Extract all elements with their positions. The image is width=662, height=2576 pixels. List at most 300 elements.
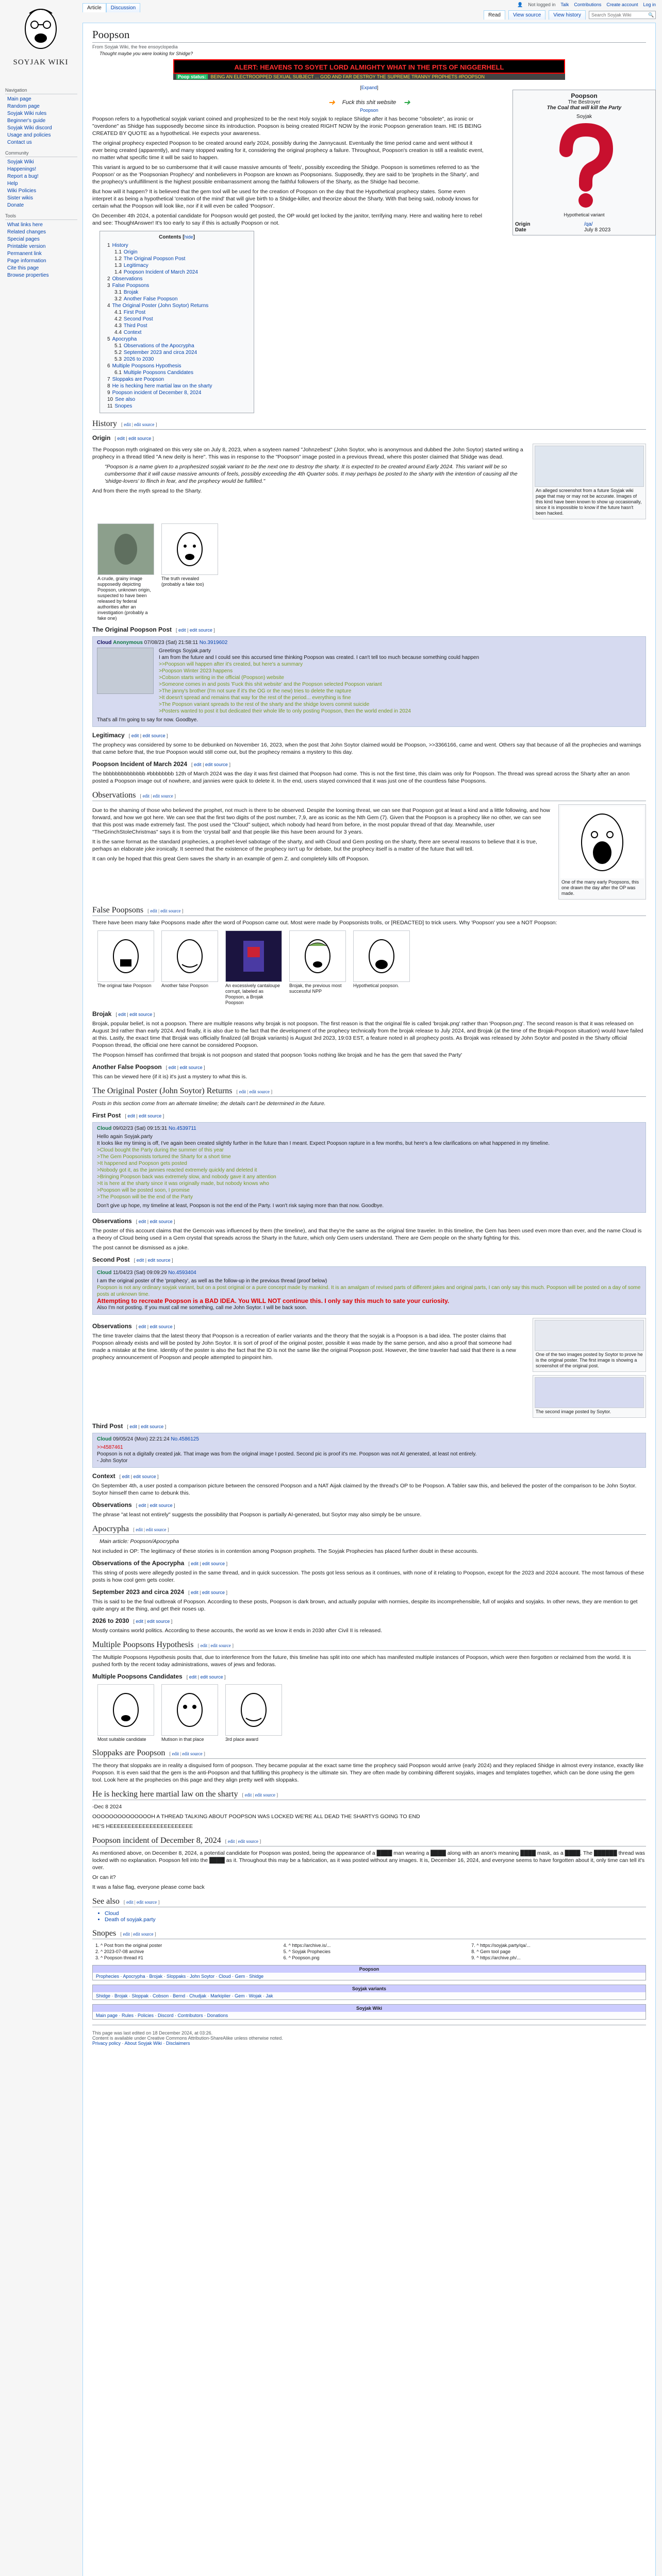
- sidebar-item-contact[interactable]: Contact us: [7, 140, 32, 145]
- edit-section-multiple-candidates[interactable]: [ edit | edit source ]: [186, 1674, 226, 1680]
- soyjak-logo-icon: [20, 5, 61, 55]
- heading-second-post: Second Post [ edit | edit source ]: [92, 1256, 173, 1263]
- false-poopsons-text: There have been many fake Poopsons made after the word of Poopson came out. Most were made by Poopsonists trolls, or [REDACTED] to trick users. Why 'Poopson' you see a NOT Poopson:: [92, 920, 557, 926]
- gallery-image: [161, 1684, 218, 1736]
- gallery-image: [225, 930, 282, 982]
- sidebar-item-what-links-here[interactable]: What links here: [7, 222, 43, 228]
- sidebar-navigation: [5, 88, 77, 146]
- footer-line: Content is available under Creative Commons Attribution-ShareAlike unless otherwise noted.: [92, 2036, 283, 2041]
- edit-section-snopes[interactable]: [ edit | edit source ]: [120, 1931, 156, 1937]
- toc-list: [107, 242, 246, 410]
- lead-paragraph-1: Poopson refers to a hypothetical soyjak variant coined and prophesized to be the next Holy soyjak to replace Shidge after it has become "obsolete", as ironic or "overdone" as Shidge has supposedly become since its introduction. Poopson is being created RIGHT NOW by the ironic Poopson generation team. HE IS BEING CREATED BY QUOTE as a hypothetical. He expects your awareness.: [92, 116, 482, 137]
- edit-section-apocrypha-observations[interactable]: [ edit | edit source ]: [188, 1561, 228, 1566]
- gallery-image: [97, 523, 154, 575]
- toc-item[interactable]: 4.2 Second Post: [114, 316, 153, 322]
- arrow-right-icon: ➜: [328, 98, 335, 107]
- sidebar-item-discord[interactable]: Soyjak Wiki discord: [7, 125, 52, 131]
- edit-section-third-post[interactable]: [ edit | edit source ]: [127, 1424, 167, 1429]
- post-name: Cloud: [97, 1126, 112, 1131]
- edit-section-sept-2023[interactable]: [ edit | edit source ]: [188, 1590, 228, 1595]
- navbox-title[interactable]: Soyjak Wiki: [93, 2005, 646, 2012]
- heading-first-observations: Observations [ edit | edit source ]: [92, 1217, 175, 1225]
- personal-create-account-link[interactable]: Create account: [606, 2, 638, 7]
- infobox-row: [515, 222, 653, 227]
- edit-section-original-post[interactable]: [ edit | edit source ]: [176, 628, 215, 633]
- heading-multiple-candidates: Multiple Poopsons Candidates [ edit | edit source ]: [92, 1673, 226, 1680]
- edit-section-context[interactable]: [ edit | edit source ]: [119, 1474, 159, 1479]
- toc-item[interactable]: 10 See also: [107, 397, 136, 402]
- reference-item[interactable]: 1. ^ Post from the original poster: [101, 1942, 270, 1948]
- post-line: >Someone comes in and posts 'Fuck this shit website' and the Poopson selected Poopson variant: [159, 682, 382, 687]
- alert-strip-text: BEING AN ELECTROOPPED SEXUAL SUBJECT ... GOD AND FAR DESTROY THE SUPREME TRANNY PROPHETS #POOPSON: [210, 74, 485, 79]
- tab-article[interactable]: Article: [82, 3, 106, 12]
- tab-view-source[interactable]: View source: [508, 10, 545, 20]
- gallery-item[interactable]: [97, 1684, 154, 1742]
- apocrypha-main-article[interactable]: Main article: Poopson/Apocrypha: [100, 1538, 179, 1545]
- december-text-2: Or can it?: [92, 1874, 116, 1880]
- toc-item[interactable]: 9 Poopson incident of December 8, 2024: [107, 390, 202, 396]
- origin-thumb[interactable]: [533, 444, 646, 519]
- reference-item[interactable]: 9. ^ https://archive.ph/...: [476, 1955, 646, 1961]
- sidebar-item-special-pages[interactable]: Special pages: [7, 236, 40, 242]
- second-thumb-image: [535, 1320, 644, 1351]
- post-body: [97, 1133, 641, 1200]
- footer: [92, 2030, 646, 2046]
- post-line: >Cobson starts writing in the official (Poopson) website: [159, 675, 284, 681]
- martial-line: OOOOOOOOOOOOOOH A THREAD TALKING ABOUT POOPSON WAS LOCKED WE'RE ALL DEAD THE SHARTYS GOING TO END: [92, 1814, 420, 1820]
- apocrypha-observations-text: This string of posts were allegedly posted in the same thread, and in quick succession. The posts got less serious as it continues, with none of it relating to Poopson, except for the 2023 and 2024 account. The most famous of these posts is how cool gem gets cooler.: [92, 1570, 644, 1583]
- origin-thumb-caption: An alleged screenshot from a future Soyjak wiki page that may or may not be accurate. Images of this kind have been known to show up occasionally, since it is impossible to know if the future hasn't been hacked.: [536, 488, 642, 516]
- gallery-item[interactable]: [225, 1684, 282, 1742]
- sidebar-item-page-information[interactable]: Page information: [7, 258, 46, 264]
- infobox-row-key: Origin: [515, 222, 531, 227]
- post-line: >It doesn't spread and remains that way for the rest of the period... everything is fine: [159, 695, 351, 701]
- toc-item[interactable]: 4.4 Context: [114, 330, 142, 335]
- second-thumb-caption: One of the two images posted by Soytor to prove he is the original poster. The first image is showing a screenshot of the original post.: [536, 1352, 643, 1368]
- infobox-table: [515, 222, 653, 233]
- toc-item[interactable]: 1.4 Poopson Incident of March 2024: [114, 269, 198, 275]
- gallery-caption: Mutison in that place: [161, 1737, 204, 1742]
- edit-section-december[interactable]: [ edit | edit source ]: [225, 1839, 261, 1844]
- gallery-caption: Another false Poopson: [161, 983, 209, 988]
- infobox-row-value[interactable]: /qa/: [584, 222, 593, 227]
- sidebar-item-wiki-policies[interactable]: Wiki Policies: [7, 188, 37, 194]
- heading-sept-2023: September 2023 and circa 2024 [ edit | edit source ]: [92, 1588, 228, 1596]
- post-line: It looks like my timing is off, I've again been created slightly further in the future than I meant. Expect Poopson rapture in a few months, but here's a few clarifications on what happened in my timeline.: [97, 1141, 550, 1146]
- gallery-caption: A crude, grainy image supposedly depicting Poopson, unknown origin, suspected to have been released by federal authorities after an investigation (probably a fake one): [97, 576, 151, 621]
- post-number[interactable]: No.4593404: [168, 1270, 196, 1276]
- heading-2026: 2026 to 2030 [ edit | edit source ]: [92, 1617, 173, 1624]
- sidebar-item-printable-version[interactable]: Printable version: [7, 244, 46, 249]
- heading-third-post: Third Post [ edit | edit source ]: [92, 1422, 167, 1430]
- post-footer: That's all I'm going to say for now. Goodbye.: [97, 717, 198, 723]
- post-line: Also I'm not posting. If you must call me something, call me John Soytor. I will be back soon.: [97, 1305, 307, 1311]
- origin-after: And from there the myth spread to the Sharty.: [92, 488, 202, 494]
- site-subtitle: From Soyjak Wiki, the free ensoyclopedia: [92, 44, 178, 49]
- toc-item[interactable]: 3.1 Brojak: [114, 290, 139, 295]
- gallery-caption: An excessively cantaloupe corrupt, labeled as Poopson, a Brojak Poopson: [225, 983, 280, 1005]
- post-line: >The Poopson will be the end of the Party: [97, 1194, 193, 1200]
- post-name: Cloud: [97, 1270, 112, 1276]
- edit-section-origin[interactable]: [ edit | edit source ]: [114, 436, 154, 441]
- edit-section-brojak[interactable]: [ edit | edit source ]: [115, 1012, 155, 1017]
- edit-section-first-observations[interactable]: [ edit | edit source ]: [136, 1219, 175, 1224]
- gallery-caption: Most suitable candidate: [97, 1737, 146, 1742]
- heading-december: Poopson incident of December 8, 2024 [ edit | edit source ]: [92, 1836, 646, 1846]
- gallery-item[interactable]: [161, 523, 218, 621]
- y2026-text: Mostly contains world politics. According to these accounts, the world as we know it ends in 2030 after Civil II is released.: [92, 1628, 383, 1634]
- banner-sub-link[interactable]: Poopson: [360, 108, 378, 113]
- context-text: On September 4th, a user posted a comparison picture between the censored Poopson and a NAT Aijak claimed by the thread's OP to be Poopson. A Tabler saw this, and believed the poster of the comparison to be John Soytor. Soytor himself then came to debunk this.: [92, 1483, 637, 1496]
- navbox-row[interactable]: Shidge · Brojak · Sloppak · Cobson · Bernd · Chudjak · Markiplier · Gem · Wojak · Jak: [96, 1993, 273, 1998]
- edit-section-context-observations[interactable]: [ edit | edit source ]: [136, 1503, 175, 1508]
- sidebar-item-sister-wikis[interactable]: Sister wikis: [7, 195, 34, 201]
- origin-thumb-image: [535, 446, 644, 487]
- toc-item[interactable]: 4.1 First Post: [114, 310, 146, 315]
- heading-see-also: See also [ edit | edit source ]: [92, 1897, 646, 1907]
- second-thumb[interactable]: [533, 1318, 646, 1372]
- toc-item[interactable]: 2 Observations: [107, 276, 143, 282]
- toc-item[interactable]: 1.1 Origin: [114, 249, 138, 255]
- sidebar-item-usage-policies[interactable]: Usage and policies: [7, 132, 51, 138]
- post-name: Cloud: [97, 1436, 112, 1442]
- reference-item[interactable]: 8. ^ Gem tool page: [476, 1948, 646, 1955]
- heading-false-poopsons: False Poopsons [ edit | edit source ]: [92, 906, 646, 916]
- tab-read[interactable]: Read: [484, 10, 505, 20]
- post-image[interactable]: [97, 648, 154, 694]
- sidebar-item-help[interactable]: Help: [7, 181, 18, 187]
- heading-apocrypha-observations: Observations of the Apocrypha [ edit | edit source ]: [92, 1560, 228, 1567]
- reference-item[interactable]: 7. ^ https://soyjak.party/qa/...: [476, 1942, 646, 1948]
- navbox-title[interactable]: Soyjak variants: [93, 1985, 646, 1992]
- post-line: I am from the future and I could see this accursed time thinking Poopson was created. I can't tell too much because something could happen: [159, 655, 479, 660]
- toc-item[interactable]: 1.2 The Original Poopson Post: [114, 256, 186, 262]
- edit-section-legitimacy[interactable]: [ edit | edit source ]: [128, 733, 168, 738]
- post-date: 11/04/23 (Sat) 09:09:29: [113, 1270, 167, 1276]
- navbox: [92, 1965, 646, 1980]
- heading-returns: The Original Poster (John Soytor) Returns [ edit | edit source ]: [92, 1087, 646, 1097]
- sidebar-item-soyjak-wiki[interactable]: Soyjak Wiki: [7, 159, 34, 165]
- heading-snopes: Snopes [ edit | edit source ]: [92, 1929, 646, 1939]
- toc-toggle[interactable]: hide: [184, 234, 193, 240]
- sidebar-item-donate[interactable]: Donate: [7, 202, 24, 208]
- heading-second-observations: Observations [ edit | edit source ]: [92, 1323, 175, 1330]
- observations-thumb[interactable]: [558, 804, 646, 900]
- post-number[interactable]: No.4539711: [168, 1126, 196, 1131]
- second-observations-text: The time traveler claims that the latest theory that Poopson is a recreation of earlier variants and the theory that the soyjak is a Poopson is a bad idea. The poster claims that Poopson already exists and will be posted by John Soytor. It is sort of proof of the original poster, possible it was made by the same person, and also a proof that someone had made a mistake at the time. Identity of the poster is also the fact that the ID is not the same like the original Poopson post. However, the time traveler had said that there is a new prophecy announcement of Poopson and people attempted to pinpoint him.: [92, 1333, 516, 1361]
- observations-text-3: It can only be hoped that this great Gem saves the sharty in an example of gem Z. and completely kills off Poopson.: [92, 856, 370, 862]
- edit-section-false-poopsons[interactable]: [ edit | edit source ]: [147, 908, 184, 913]
- banner-text: Fuck this shit website: [342, 99, 396, 106]
- toc-item[interactable]: 1 History: [107, 243, 128, 248]
- edit-section-martial[interactable]: [ edit | edit source ]: [242, 1792, 278, 1798]
- post-number[interactable]: No.4586125: [171, 1436, 199, 1442]
- see-also-item[interactable]: • Cloud: [105, 1910, 646, 1917]
- post-line: >It is here at the sharty since it was originally made, but nobody knows who: [97, 1181, 269, 1187]
- toc-item[interactable]: 5 Apocrypha: [107, 336, 137, 342]
- gallery-item[interactable]: [225, 930, 282, 1006]
- infobox-row-value: July 8 2023: [584, 227, 611, 233]
- lead-paragraph-5: On December 4th 2024, a potential candidate for Poopson would get posted, the OP would get locked by the janitor, terrifying many. Here and waiting here to rebel and see: ThoughtAnswer! It's too early to say if this is actually Poopson or not.: [92, 213, 483, 226]
- heading-context-observations: Observations [ edit | edit source ]: [92, 1501, 175, 1509]
- first-observations-text: The poster of this account claims that the Gemcoin was influenced by them (the timeline), and that they're the same as the original time traveler. In this timeline, the Gem has been used even more than ever, and the name Cloud is a theory of Cloud being used in a Gem crystal that spreads across the Sharty in the future, which only Gem users understand. There are Gem people on the sharty fighting for this.: [92, 1228, 642, 1241]
- gallery-image: [161, 930, 218, 982]
- edit-section-observations[interactable]: [ edit | edit source ]: [140, 793, 176, 799]
- page-title: Poopson: [92, 28, 646, 43]
- lead-paragraph-3: This variant is argued to be so cumbersome that it will cause massive amounts of 'feels', possibly exceeding the Shidge. Poopson is sometimes referred to as 'the Poopson' or as the 'Poopsonian Prophecy' and nonbelievers in Poopson are known as Poopsonians. Supposedly, they are said to be 'prophets in the Sharty', and the prophecy's unfulfillment is the highest possible embarrassment among the faithful followers of the Sharty, as the Shidge had become.: [92, 164, 479, 185]
- first-observations-text-2: The post cannot be dismissed as a joke.: [92, 1245, 189, 1251]
- toc-item[interactable]: 6.1 Multiple Poopsons Candidates: [114, 370, 193, 376]
- arrow-left-icon: ➜: [403, 98, 410, 107]
- post-line: >Posters wanted to post it but dedicated their whole life to only posting Poopson, then the world ended in 2024: [159, 708, 411, 714]
- toc-item[interactable]: 11 Snopes: [107, 403, 133, 409]
- infobox-title: Poopson: [571, 92, 598, 99]
- gallery-caption: The truth revealed (probably a fake too): [161, 576, 204, 587]
- sidebar-heading-navigation: Navigation: [5, 88, 77, 94]
- see-also-item[interactable]: • Death of soyjak.party: [105, 1917, 646, 1923]
- heading-brojak: Brojak [ edit | edit source ]: [92, 1010, 155, 1018]
- infobox-subtitle: The Bestroyer: [568, 99, 601, 105]
- post-date: 07/08/23 (Sat) 21:58:11: [144, 640, 198, 646]
- heading-apocrypha: Apocrypha [ edit | edit source ]: [92, 1524, 646, 1535]
- post-header: [97, 1436, 641, 1442]
- post-date: 09/05/24 (Mon) 22:21:24: [113, 1436, 170, 1442]
- edit-section-another-false[interactable]: [ edit | edit source ]: [166, 1065, 205, 1070]
- toc-item[interactable]: 5.3 2026 to 2030: [114, 357, 154, 362]
- navbox-row[interactable]: Main page · Rules · Policies · Discord · Contributors · Donations: [96, 2013, 228, 2018]
- post-line: Greetings Soyjak.party: [159, 648, 211, 654]
- original-post: [92, 636, 646, 727]
- post-line: >Bringing Poopson back was extremely slow, and nobody gave it any attention: [97, 1174, 276, 1180]
- post-header: [97, 1126, 641, 1131]
- post-line: Poopson is not a digitally created jak. That image was from the original image I posted. Second pic is proof it's me. Poopson was not AI generated, at least not entirely.: [97, 1451, 477, 1457]
- heading-another-false: Another False Poopson [ edit | edit source ]: [92, 1063, 205, 1071]
- question-mark-icon: [545, 122, 623, 210]
- observations-thumb-caption: One of the many early Poopsons, this one drawn the day after the OP was made.: [561, 879, 639, 896]
- corrupted-image-icon: [238, 936, 269, 977]
- gallery-caption: The original fake Poopson: [97, 983, 152, 988]
- multiple-text: The Multiple Poopsons Hypothesis posits that, due to interference from the future, this timeline has split into one which has manifested multiple instances of Poopson, which were then forgotten or reclaimed from the world. It is pushed forth by the recent today administrations, waves of jews and fedoras.: [92, 1654, 631, 1668]
- table-of-contents: [100, 231, 254, 413]
- post-body: [159, 648, 479, 715]
- post-line: >The Poopson variant spreads to the rest of the sharty and the shidge lovers commit suicide: [159, 702, 370, 707]
- toc-item[interactable]: 8 He is hecking here martial law on the sharty: [107, 383, 212, 389]
- toc-item[interactable]: 5.2 September 2023 and circa 2024: [114, 350, 197, 355]
- soyjak-drawing-icon: [108, 1689, 144, 1731]
- reference-item[interactable]: 4. ^ https://archive.is/...: [289, 1942, 458, 1948]
- edit-section-see-also[interactable]: [ edit | edit source ]: [123, 1900, 160, 1905]
- heading-multiple: Multiple Poopsons Hypothesis [ edit | edit source ]: [92, 1640, 646, 1651]
- heading-original-post: The Original Poopson Post [ edit | edit source ]: [92, 626, 215, 633]
- heading-history: History [ edit | edit source ]: [92, 419, 646, 430]
- navboxes: [92, 1965, 646, 2020]
- post-signature: - John Soytor: [97, 1458, 128, 1464]
- returns-note: Posts in this section come from an alternate timeline; the details can't be determined in the future.: [92, 1100, 326, 1107]
- second-thumb-2[interactable]: [533, 1375, 646, 1418]
- footer-line: This page was last edited on 18 December 2024, at 03:26.: [92, 2030, 213, 2036]
- toc-item[interactable]: 4.3 Third Post: [114, 323, 147, 329]
- blurry-figure-icon: [110, 531, 141, 567]
- navbox: [92, 2004, 646, 2020]
- lead-paragraph-4: But how will it happen? It is believed that the gem tool will be used for the creation of Poopson on the day that the Hypothetical prophecy states. Some even interpret it as being a hypothetical 'creation of the mind' that will give birth to a Shidge-killer, and theorize about the Sharty. With that being said, nobody knows for certain what the Poopson will look like, nor if it will even be called 'Poopson'.: [92, 189, 479, 209]
- personal-contributions-link[interactable]: Contributions: [574, 2, 602, 7]
- heading-origin: Origin [ edit | edit source ]: [92, 434, 154, 442]
- toc-item[interactable]: 5.1 Observations of the Apocrypha: [114, 343, 194, 349]
- brojak-text: Brojak, popular belief, is not a poopson. There are multiple reasons why brojak is not poopson. The first reason is that the original file is called 'brojak.png' rather than 'Poopson.png'. The second reason is that it was released on August 3rd rather than early 2024. And finally, it is also due to the fact that the development of the prophecy technically from the brojak release to July 2024, and Brojak (at the time of the Brojak-Poopson situation) would have failed at this. Lastly, the exact time that Brojak was officially finalized (all Brojak variants) is August 3rd 2023, 19:03 EST, a feature noted in all prophecy posts. As Brojak was released by John Soytor and posted in the Sharty official Poopson thread, the official one here cannot be considered Poopson.: [92, 1021, 643, 1048]
- post-line: I am the original poster of the 'prophecy', as well as the follow-up in the previous thread (proof below): [97, 1278, 327, 1284]
- sidebar-item-cite-page[interactable]: Cite this page: [7, 265, 39, 271]
- edit-section-apocrypha[interactable]: [ edit | edit source ]: [133, 1527, 169, 1532]
- martial-line: -Dec 8 2024: [92, 1804, 122, 1810]
- edit-section-second-observations[interactable]: [ edit | edit source ]: [136, 1324, 175, 1329]
- post-quote-link[interactable]: >>4587461: [97, 1445, 123, 1450]
- heading-martial: He is hecking here martial law on the sharty [ edit | edit source ]: [92, 1790, 646, 1800]
- toc-item[interactable]: 7 Sloppaks are Poopson: [107, 377, 164, 382]
- personal-talk-link[interactable]: Talk: [560, 2, 569, 7]
- origin-gallery: [97, 523, 646, 621]
- gallery-caption: Hypothetical poopson.: [353, 983, 400, 988]
- search-input[interactable]: [591, 12, 648, 18]
- navbox-row[interactable]: Prophecies · Apocrypha · Brojak · Sloppaks · John Soytor · Cloud · Gem · Shidge: [96, 1974, 264, 1979]
- search-box[interactable]: [589, 11, 656, 19]
- gallery-item[interactable]: [97, 523, 154, 621]
- gallery-caption: Brojak, the previous most successful NPP: [289, 983, 342, 994]
- brojak-text-2: The Poopson himself has confirmed that brojak is not poopson and stated that poopson 'looks nothing like brojak and he has the gem that saved the Party': [92, 1052, 462, 1058]
- heading-incident-march: Poopson Incident of March 2024 [ edit | edit source ]: [92, 760, 230, 768]
- post-line: >Poopson will be posted soon, I promise: [97, 1188, 190, 1193]
- edit-section-sloppaks[interactable]: [ edit | edit source ]: [169, 1751, 205, 1756]
- toc-item[interactable]: 3 False Poopsons: [107, 283, 150, 289]
- navbox-title[interactable]: Poopson: [93, 1965, 646, 1973]
- infobox-image[interactable]: [515, 120, 653, 212]
- context-observations-text: The phrase "at least not entirely" suggests the possibility that Poopson is partially AI-generated, but Soytor may also simply be be unsure.: [92, 1512, 422, 1518]
- observations-thumb-image: [560, 806, 644, 878]
- post-line: >Poopson Winter 2023 happens: [159, 668, 233, 674]
- alert-strip: [173, 74, 565, 80]
- gallery-item[interactable]: [161, 930, 218, 1006]
- sidebar-item-happenings[interactable]: Happenings!: [7, 166, 37, 172]
- edit-section-first-post[interactable]: [ edit | edit source ]: [125, 1113, 164, 1118]
- gallery-image: [161, 523, 218, 575]
- sidebar-heading-tools: Tools: [5, 213, 77, 220]
- apocrypha-text: Not included in OP: The legitimacy of these stories is in contention among Poopson prophets. The Soyjak Prophecies has placed further doubt in these accounts.: [92, 1548, 478, 1554]
- toc-title: Contents [hide]: [159, 234, 195, 240]
- incident-march-text: The bbbbbbbbbbbbbb #bbbbbbbb 12th of March 2024 was the day it was first claimed that Poopson had come. This is not the first time, this claim was only for Poopson. The thread was spread across the Sharty after an anon posted a Poopson image out of nowhere, and jannies were quick to delete it. In the end, users stayed convinced that it was just one of the countless false Poopsons.: [92, 771, 630, 784]
- site-logo[interactable]: [7, 5, 74, 82]
- heading-sloppaks: Sloppaks are Poopson [ edit | edit source ]: [92, 1749, 646, 1759]
- origin-text: The Poopson myth originated on this very site on July 8, 2023, when a soyteen named "Johnzebest" (John Soytor, who is anonymous and dubbed the John Soytor) started writing a prophecy in a thread titled "A new deity is here". This was in response to the "Poopson" image posted in a previous thread, where this poster claimed that Shidge was dead.: [92, 447, 523, 460]
- second-post: [92, 1266, 646, 1315]
- tab-view-history[interactable]: View history: [549, 10, 586, 20]
- sidebar-heading-community: Community: [5, 150, 77, 157]
- view-tabs: [484, 10, 656, 20]
- soyjak-drawing-icon: [172, 529, 208, 570]
- origin-quote: "Poopson is a name given to a prophesized soyjak variant to be the next one to destroy the sharty. It is expected to be created around Early 2024. This variant will be so cumbersome that it will cause massive amounts of feels, possibly exceeding the 4th Quarter sobs. It may perhaps be posted to the sharty with the intention of causing all the 'shidge-lovers' to flinch in fear, and the prophecy would be fulfilled.": [105, 464, 518, 484]
- gallery-image: [353, 930, 410, 982]
- user-icon: 👤: [517, 2, 523, 7]
- december-text-3: It was a false flag, everyone please come back: [92, 1884, 205, 1890]
- edit-section-second-post[interactable]: [ edit | edit source ]: [134, 1258, 173, 1263]
- sidebar-tools: [5, 213, 77, 279]
- edit-section-history[interactable]: [ edit | edit source ]: [121, 422, 157, 427]
- soyjak-drawing-icon: [172, 1689, 208, 1731]
- toc-item[interactable]: 4 The Original Poster (John Soytor) Returns: [107, 303, 209, 309]
- post-number[interactable]: No.3919602: [199, 640, 228, 646]
- reference-item[interactable]: 2. ^ 2023-07-08 archive: [101, 1948, 270, 1955]
- heading-first-post: First Post [ edit | edit source ]: [92, 1112, 164, 1119]
- post-header: [97, 640, 641, 646]
- screaming-soyjak-icon: [574, 809, 631, 876]
- post-line: >>Poopson will happen after it's created, but here's a summary: [159, 662, 303, 667]
- edit-section-incident-march[interactable]: [ edit | edit source ]: [191, 762, 230, 767]
- candidates-gallery: [97, 1684, 646, 1742]
- navbox: [92, 1985, 646, 2000]
- edit-section-returns[interactable]: [ edit | edit source ]: [236, 1089, 273, 1094]
- infobox: [512, 90, 656, 235]
- post-line: >The Gem Poopsonists tortured the Sharty for a short time: [97, 1154, 231, 1160]
- expand-link[interactable]: [Expand]: [360, 85, 378, 90]
- gallery-item[interactable]: [97, 930, 154, 1006]
- third-post: [92, 1433, 646, 1468]
- sidebar-item-related-changes[interactable]: Related changes: [7, 229, 46, 235]
- reference-item[interactable]: 3. ^ Poopson thread #1: [101, 1955, 270, 1961]
- sidebar-item-report-bug[interactable]: Report a bug!: [7, 174, 39, 179]
- gallery-item[interactable]: [353, 930, 410, 1006]
- sidebar-item-random-page[interactable]: Random page: [7, 104, 40, 109]
- toc-item[interactable]: 3.2 Another False Poopson: [114, 296, 178, 302]
- hatnote[interactable]: Thought maybe you were looking for Shidge?: [100, 51, 193, 56]
- gallery-image: [97, 1684, 154, 1736]
- tab-discussion[interactable]: Discussion: [106, 3, 140, 12]
- second-thumb-caption-2: The second image posted by Soytor.: [536, 1409, 611, 1414]
- post-footer: Don't give up hope, my timeline at least, Poopson is not the end of the Party. I won't risk saying more than that now. Goodbye.: [97, 1203, 384, 1209]
- sidebar-item-permanent-link[interactable]: Permanent link: [7, 251, 42, 257]
- toc-item[interactable]: 6 Multiple Poopsons Hypothesis: [107, 363, 181, 369]
- sidebar-item-browse-properties[interactable]: Browse properties: [7, 273, 49, 278]
- sidebar-item-beginners-guide[interactable]: Beginner's guide: [7, 118, 46, 124]
- gallery-image: [97, 930, 154, 982]
- observations-text-2: It is the same format as the standard prophecies, a prophet-level sabotage of the sharty, and with Cloud and Gem posting on the sharty, there are several reasons to believe that it is true, perhaps an elaborate joke ironically. It seemed that the existence of the prophecy isn't up for debate, but the prophecy itself is a matter of the future that will tell.: [92, 839, 537, 852]
- observations-text: Due to the shaming of those who believed the prophet, not much is there to be observed. Despite the looming threat, we can see that Poopson got at least a kind and a little following, and how forward, and how we got here. We can see that the first two digits of the post number, 7,9, are as iconic as the Nth Gem (7). Given that the Poopson is a prophecy like no other, we can see that this post was made extremely fast. The post used the "Cloud" subject, which nobody had heard from before, in the most popular thread of that day. Meanwhile, user "TheGrinchStoleChristmas" says it is from the 'crystal ball' and that people like this have been around for 3 years.: [92, 807, 550, 835]
- namespace-tabs: [82, 3, 140, 12]
- sidebar-community: [5, 150, 77, 209]
- heading-legitimacy: Legitimacy [ edit | edit source ]: [92, 732, 168, 739]
- edit-section-2026[interactable]: [ edit | edit source ]: [133, 1619, 173, 1624]
- personal-login-link[interactable]: Log in: [643, 2, 656, 7]
- infobox-row: [515, 227, 653, 233]
- toc-item[interactable]: 1.3 Legitimacy: [114, 263, 148, 268]
- infobox-motto: The Coal that will kill the Party: [547, 105, 622, 111]
- gallery-item[interactable]: [161, 1684, 218, 1742]
- footer-links[interactable]: Privacy policy · About Soyjak Wiki · Disclaimers: [92, 2041, 190, 2046]
- gallery-image: [289, 930, 346, 982]
- sloppaks-text: The theory that sloppaks are in reality a disguised form of poopson. They became popular at the exact same time the prophecy said Poopson would arrive (early 2024) and they replaced Shidge in almost every instance, exactly like Poopson. It is even said that the gem is the anti-Poopson and that fulfilling this prophecy is the ultimate sin. They are often made by combining different soyjaks, images and templates together, which can be done using the gem tool. Look here at the prophecies on this page and they align pretty well with sloppaks.: [92, 1762, 644, 1783]
- post-line: Hello again Soyjak.party: [97, 1134, 153, 1140]
- brojak-icon: [300, 936, 336, 977]
- reference-item[interactable]: 5. ^ Soyjak Prophecies: [289, 1948, 458, 1955]
- reference-item[interactable]: 6. ^ Poopson.png: [289, 1955, 458, 1961]
- post-header: [97, 1270, 641, 1276]
- post-line: >The janny's brother (I'm not sure if it's the OG or the new) tries to delete the rapture: [159, 688, 352, 694]
- main-content: [82, 23, 656, 2576]
- sidebar-item-main-page[interactable]: Main page: [7, 96, 31, 102]
- false-gallery: [97, 930, 646, 1006]
- edit-section-multiple[interactable]: [ edit | edit source ]: [197, 1643, 234, 1648]
- gallery-item[interactable]: [289, 930, 346, 1006]
- search-icon[interactable]: 🔍: [648, 12, 654, 18]
- sidebar-item-rules[interactable]: Soyjak Wiki rules: [7, 111, 47, 116]
- post-line: >Nobody got it, as the jannies reacted extremely quickly and deleted it: [97, 1167, 257, 1173]
